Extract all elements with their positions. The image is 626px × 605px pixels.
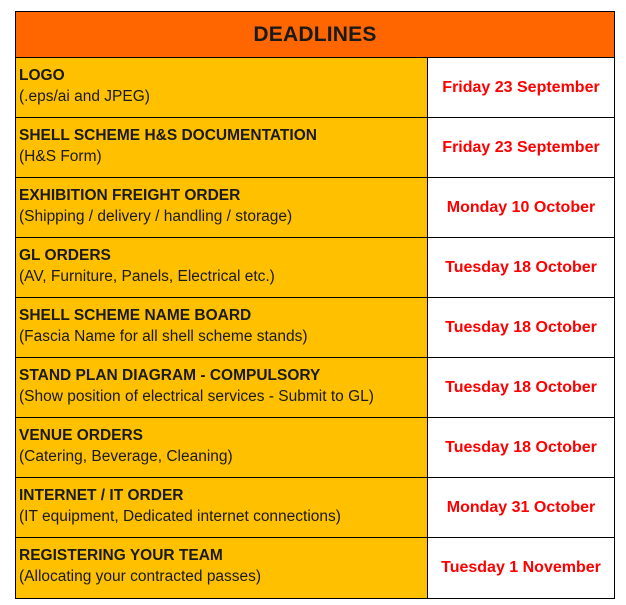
item-title: LOGO [19,67,65,84]
item-subtitle: (Shipping / delivery / handling / storage) [19,208,293,225]
item-subtitle: (IT equipment, Dedicated internet connections) [19,508,341,525]
table-header: DEADLINES [16,12,614,58]
deadline-date: Tuesday 18 October [428,238,614,297]
item-title: STAND PLAN DIAGRAM - COMPULSORY [19,367,321,384]
item-title: INTERNET / IT ORDER [19,487,184,504]
table-row [16,478,614,538]
item-subtitle: (Catering, Beverage, Cleaning) [19,448,233,465]
table-row [16,238,614,298]
item-title: SHELL SCHEME H&S DOCUMENTATION [19,127,317,144]
table-row [16,358,614,418]
table-row [16,118,614,178]
item-cell [16,358,428,417]
item-subtitle: (H&S Form) [19,148,102,165]
deadlines-table [15,11,615,599]
item-cell [16,238,428,297]
item-cell [16,538,428,598]
item-title: EXHIBITION FREIGHT ORDER [19,187,241,204]
table-row [16,418,614,478]
deadline-date: Friday 23 September [428,118,614,177]
item-subtitle: (Allocating your contracted passes) [19,568,262,585]
item-title: REGISTERING YOUR TEAM [19,547,223,564]
table-row [16,178,614,238]
deadline-date: Tuesday 1 November [428,538,614,598]
table-row [16,58,614,118]
item-subtitle: (.eps/ai and JPEG) [19,88,150,105]
table-row [16,298,614,358]
table-row [16,538,614,598]
item-cell [16,118,428,177]
item-cell [16,58,428,117]
item-cell [16,478,428,537]
item-title: GL ORDERS [19,247,111,264]
deadline-date: Tuesday 18 October [428,418,614,477]
item-title: VENUE ORDERS [19,427,144,444]
deadline-date: Tuesday 18 October [428,298,614,357]
item-title: SHELL SCHEME NAME BOARD [19,307,252,324]
item-subtitle: (Fascia Name for all shell scheme stands) [19,328,308,345]
item-cell [16,298,428,357]
item-cell [16,178,428,237]
deadline-date: Monday 10 October [428,178,614,237]
deadline-date: Tuesday 18 October [428,358,614,417]
item-subtitle: (AV, Furniture, Panels, Electrical etc.) [19,268,275,285]
item-cell [16,418,428,477]
deadline-date: Monday 31 October [428,478,614,537]
item-subtitle: (Show position of electrical services - Submit to GL) [19,388,374,405]
deadline-date: Friday 23 September [428,58,614,117]
